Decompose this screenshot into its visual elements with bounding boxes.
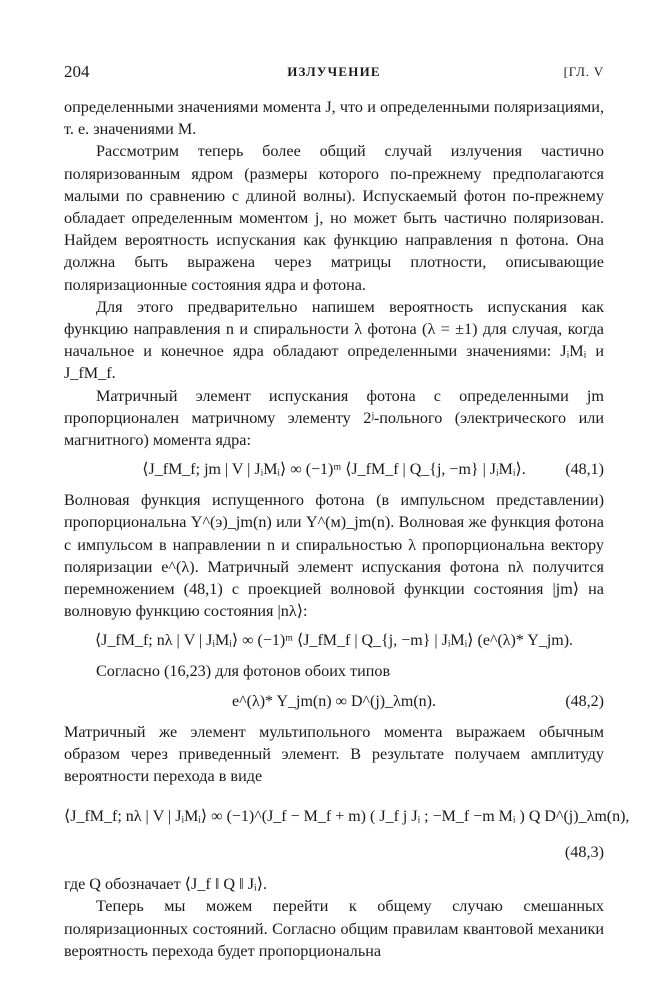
running-header	[64, 62, 604, 86]
page-body	[64, 96, 630, 962]
paragraph: где Q обозначает ⟨J_f ‖ Q ‖ Jᵢ⟩.	[64, 875, 268, 894]
equation-48-2	[64, 691, 604, 713]
equation-unnumbered	[64, 630, 604, 652]
paragraph: Рассмотрим теперь более общий случай излучения частично поляризованным ядром (размеры которого по-прежнему предполагаются малыми по сравнению с длиной волны). Испускаемый фотон по-прежнему обладает определенным моментом j, но может быть частично поляризован. Найдем вероятность испускания как функцию направления n фотона. Она должна быть выражена через матрицы плотности, описывающие поляризационные состояния ядра и фотона.	[64, 142, 604, 294]
equation-number: (48,1)	[565, 461, 604, 479]
equation-48-1	[64, 459, 604, 481]
paragraph: Волновая функция испущенного фотона (в импульсном представлении) пропорциональна Y^(э)_jm(n) или Y^(м)_jm(n). Волновая же функция фотона с импульсом в направлении n и спиральностью λ пропорциональна вектору поляризации e^(λ). Матричный элемент испускания фотона nλ получится перемножением (48,1) с проекцией волновой функции состояния |jm⟩ на волновую функцию состояния |nλ⟩:	[64, 491, 604, 621]
paragraph: Согласно (16,23) для фотонов обоих типов	[96, 662, 391, 681]
equation-number: (48,2)	[565, 692, 604, 710]
equation-text: ⟨J_fM_f; nλ | V | JᵢMᵢ⟩ ∞ (−1)^(J_f − M_f + m) ( J_f j Jᵢ ; −M_f −m Mᵢ ) Q D^(j)_λm(n),	[64, 808, 630, 826]
equation-text: ⟨J_fM_f; nλ | V | JᵢMᵢ⟩ ∞ (−1)ᵐ ⟨J_fM_f | Q_{j, −m} | JᵢMᵢ⟩ (e^(λ)* Y_jm).	[94, 632, 574, 650]
page-number: 204	[64, 62, 90, 81]
paragraph: Матричный же элемент мультипольного момента выражаем обычным образом через приведенный элемент. В результате получаем амплитуду вероятности перехода в виде	[64, 722, 604, 786]
equation-text: e^(λ)* Y_jm(n) ∞ D^(j)_λm(n).	[232, 692, 436, 710]
chapter-label: [ГЛ. V	[563, 64, 604, 79]
paragraph: Для этого предварительно напишем вероятность испускания как функцию направления n и спиральности λ фотона (λ = ±1) для случая, когда начальное и конечное ядра обладают определенными значениями: JᵢMᵢ и J_fM_f.	[64, 297, 604, 383]
paragraph: Теперь мы можем перейти к общему случаю смешанных поляризационных состояний. Согласно общим правилам квантовой механики вероятность перехода будет пропорциональна	[64, 897, 604, 960]
running-title: ИЗЛУЧЕНИЕ	[287, 64, 381, 79]
equation-text: ⟨J_fM_f; jm | V | JᵢMᵢ⟩ ∞ (−1)ᵐ ⟨J_fM_f | Q_{j, −m} | JᵢMᵢ⟩.	[142, 461, 526, 479]
paragraph: Матричный элемент испускания фотона с определенными jm пропорционален матричному элементу 2ʲ-польного (электрического или магнитного) момента ядра:	[64, 386, 604, 450]
equation-number: (48,3)	[564, 843, 604, 862]
paragraph: определенными значениями момента J, что и определенными поляризациями, т. е. значениями M.	[64, 98, 604, 139]
equation-48-3	[64, 797, 630, 837]
